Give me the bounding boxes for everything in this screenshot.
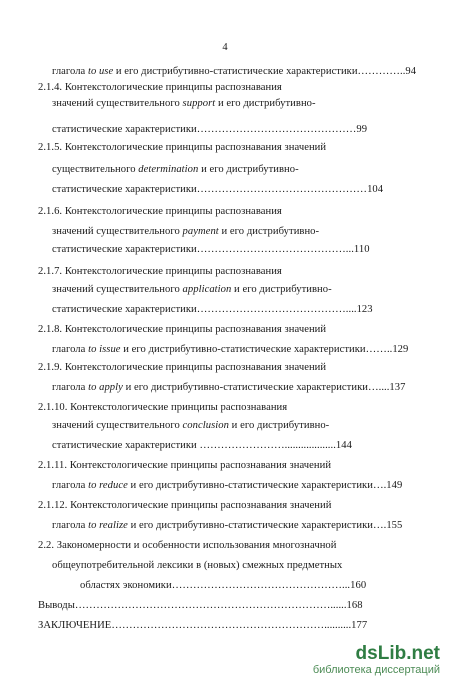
toc-line: статистические характеристики………………………………………99 bbox=[52, 124, 368, 135]
page-number: 4 bbox=[222, 42, 228, 53]
toc-line: 2.1.12. Контекстологические принципы распознавания значений bbox=[38, 500, 332, 511]
toc-line: существительного determination и его дистрибутивно- bbox=[52, 164, 299, 175]
toc-line: 2.1.5. Контекстологические принципы распознавания значений bbox=[38, 142, 327, 153]
toc-line: ЗАКЛЮЧЕНИЕ……………………………………………………..........177 bbox=[38, 620, 368, 631]
toc-line: глагола to apply и его дистрибутивно-статистические характеристики…....137 bbox=[52, 382, 406, 393]
toc-line: 2.1.10. Контекстологические принципы распознавания bbox=[38, 402, 288, 413]
toc-line: глагола to use и его дистрибутивно-статистические характеристики…………..94 bbox=[52, 66, 417, 77]
toc-line: 2.1.4. Контекстологические принципы распознавания bbox=[38, 82, 282, 93]
toc-line: значений существительного conclusion и его дистрибутивно- bbox=[52, 420, 330, 431]
toc-line: статистические характеристики……………………………………...110 bbox=[52, 244, 370, 255]
toc-line: значений существительного payment и его дистрибутивно- bbox=[52, 226, 320, 237]
toc-line: значений существительного application и его дистрибутивно- bbox=[52, 284, 332, 295]
toc-line: глагола to reduce и его дистрибутивно-статистические характеристики….149 bbox=[52, 480, 403, 491]
watermark bbox=[313, 644, 440, 677]
toc-line: 2.1.11. Контекстологические принципы распознавания значений bbox=[38, 460, 332, 471]
toc-line: 2.1.7. Контекстологические принципы распознавания bbox=[38, 266, 282, 277]
toc-line: областях экономики…………………………………………...160 bbox=[80, 580, 367, 591]
toc-line: 2.2. Закономерности и особенности использования многозначной bbox=[38, 540, 337, 551]
toc-line: Выводы………………………………………………………………......168 bbox=[38, 600, 363, 611]
watermark-logo: dsLib.net bbox=[355, 643, 440, 664]
toc-line: 2.1.9. Контекстологические принципы распознавания значений bbox=[38, 362, 327, 373]
toc-line: общеупотребительной лексики в (новых) смежных предметных bbox=[52, 560, 343, 571]
toc-line: статистические характеристики……………………………………....123 bbox=[52, 304, 373, 315]
toc-line: статистические характеристики ……………………...................144 bbox=[52, 440, 352, 451]
watermark-caption: библиотека диссертаций bbox=[312, 664, 440, 676]
toc-line: значений существительного support и его дистрибутивно- bbox=[52, 98, 316, 109]
toc-line: 2.1.8. Контекстологические принципы распознавания значений bbox=[38, 324, 327, 335]
toc-line: глагола to issue и его дистрибутивно-статистические характеристики……..129 bbox=[52, 344, 409, 355]
toc-line: 2.1.6. Контекстологические принципы распознавания bbox=[38, 206, 282, 217]
toc-line: глагола to realize и его дистрибутивно-статистические характеристики….155 bbox=[52, 520, 403, 531]
toc-line: статистические характеристики…………………………………………104 bbox=[52, 184, 384, 195]
